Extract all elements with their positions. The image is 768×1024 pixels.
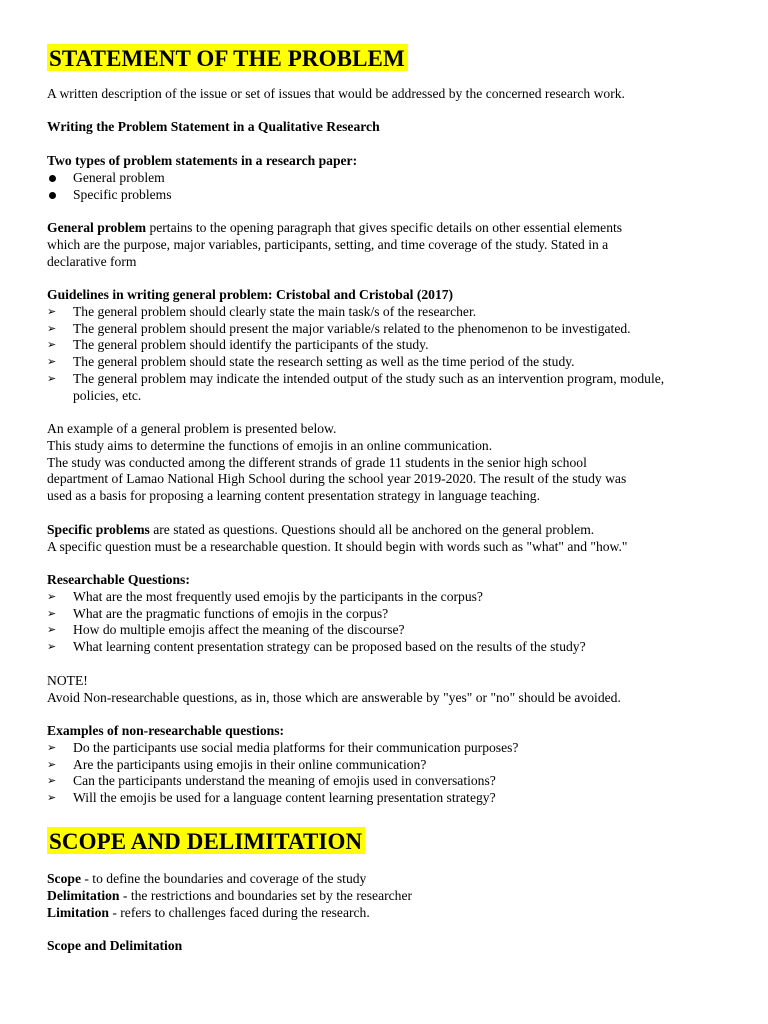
- definitions-block: [47, 871, 727, 921]
- researchable-list: [47, 589, 727, 656]
- types-list: [47, 170, 727, 204]
- general-problem-paragraph: General problem pertains to the opening paragraph that gives specific details on other essential elements which are the purpose, major variables, participants, setting, and time coverage of the study. Stated in a declarative form: [47, 220, 623, 269]
- note-text: Avoid Non-researchable questions, as in, those which are answerable by "yes" or "no" should be avoided.: [47, 689, 621, 705]
- list-item: ➢ The general problem should present the major variable/s related to the phenomenon to be investigated.: [47, 320, 631, 336]
- guidelines-title: Guidelines in writing general problem: Cristobal and Cristobal (2017): [47, 287, 454, 302]
- types-block: [47, 153, 727, 203]
- researchable-title: Researchable Questions:: [47, 572, 190, 587]
- arrow-bullet-icon: ➢: [47, 640, 57, 654]
- subheading-scope-delimitation: Scope and Delimitation: [47, 938, 183, 953]
- list-item: ➢ Will the emojis be used for a language content learning presentation strategy?: [47, 790, 496, 806]
- list-item: ➢ Do the participants use social media platforms for their communication purposes?: [47, 739, 519, 755]
- nonresearchable-block: [47, 723, 727, 807]
- section-heading-scope: SCOPE AND DELIMITATION: [47, 827, 365, 854]
- definition-item: Delimitation - the restrictions and boundaries set by the researcher: [47, 887, 413, 903]
- definition-item: Scope - to define the boundaries and coverage of the study: [47, 871, 367, 886]
- list-item: ➢ What learning content presentation strategy can be proposed based on the results of the study?: [47, 639, 586, 655]
- arrow-bullet-icon: ➢: [47, 623, 57, 637]
- definition-item: Limitation - refers to challenges faced during the research.: [47, 904, 370, 920]
- arrow-bullet-icon: ➢: [47, 338, 57, 352]
- arrow-bullet-icon: ➢: [47, 757, 57, 771]
- specific-problems-paragraph: Specific problems are stated as questions. Questions should all be anchored on the general problem. A specific question must be a researchable question. It should begin with words such as "what" and "how.": [47, 522, 628, 554]
- types-title: Two types of problem statements in a research paper:: [47, 153, 358, 168]
- section-heading-statement: STATEMENT OF THE PROBLEM: [47, 44, 408, 71]
- arrow-bullet-icon: ➢: [47, 355, 57, 369]
- nonresearchable-title: Examples of non-researchable questions:: [47, 723, 285, 738]
- specific-problems-term: Specific problems: [47, 522, 150, 537]
- researchable-block: [47, 572, 727, 656]
- arrow-bullet-icon: ➢: [47, 774, 57, 788]
- arrow-bullet-icon: ➢: [47, 304, 57, 318]
- list-item: ➢ Are the participants using emojis in their online communication?: [47, 756, 427, 772]
- example-paragraph: An example of a general problem is presented below. This study aims to determine the functions of emojis in an online communication. The study was conducted among the different strands of grade 11 students in the senior high school department of Lamao National High School during the school year 2019-2020. The result of the study was used as a basis for proposing a learning content presentation strategy in language teaching.: [47, 421, 627, 504]
- section-heading-container: [47, 44, 727, 71]
- arrow-bullet-icon: ➢: [47, 606, 57, 620]
- arrow-bullet-icon: ➢: [47, 321, 57, 335]
- arrow-bullet-icon: ➢: [47, 371, 57, 385]
- list-item: ➢ The general problem should identify the participants of the study.: [47, 337, 429, 353]
- intro-paragraph: A written description of the issue or set of issues that would be addressed by the concerned research work.: [47, 86, 625, 101]
- arrow-bullet-icon: ➢: [47, 740, 57, 754]
- list-item: ➢ The general problem may indicate the intended output of the study such as an intervention program, module, policies, etc.: [47, 370, 665, 403]
- note-block: [47, 673, 727, 707]
- subheading-qualitative: Writing the Problem Statement in a Qualitative Research: [47, 119, 380, 134]
- guidelines-list: [47, 304, 727, 405]
- list-item: Specific problems: [47, 187, 727, 204]
- list-item: ➢ How do multiple emojis affect the meaning of the discourse?: [47, 622, 405, 638]
- arrow-bullet-icon: ➢: [47, 589, 57, 603]
- arrow-bullet-icon: ➢: [47, 791, 57, 805]
- bullet-icon: [49, 175, 56, 182]
- list-item: ➢ What are the most frequently used emojis by the participants in the corpus?: [47, 588, 483, 604]
- list-item: ➢ The general problem should clearly state the main task/s of the researcher.: [47, 303, 477, 319]
- nonresearchable-list: [47, 740, 727, 807]
- list-item: General problem: [47, 170, 727, 187]
- list-item: ➢ What are the pragmatic functions of emojis in the corpus?: [47, 605, 389, 621]
- general-problem-term: General problem: [47, 220, 147, 235]
- bullet-icon: [49, 192, 56, 199]
- guidelines-block: [47, 287, 727, 405]
- list-item: ➢ Can the participants understand the meaning of emojis used in conversations?: [47, 773, 496, 789]
- list-item: ➢ The general problem should state the research setting as well as the time period of the study.: [47, 354, 575, 370]
- note-label: NOTE!: [47, 673, 88, 688]
- section-heading-container: [47, 827, 727, 854]
